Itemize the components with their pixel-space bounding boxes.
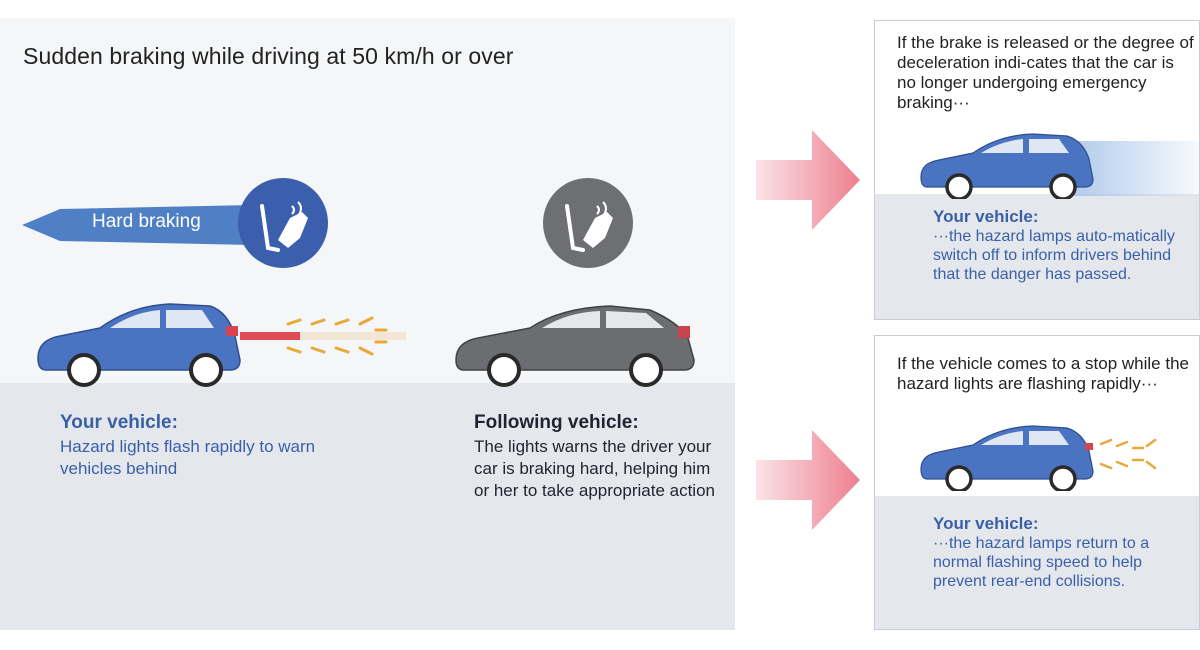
panel-vehicle-title: Your vehicle: <box>933 207 1039 226</box>
car-icon <box>30 298 250 388</box>
your-vehicle-text: Hazard lights flash rapidly to warn vehicles behind <box>60 437 316 478</box>
arrow-right-icon <box>756 430 866 530</box>
panel-condition: If the brake is released or the degree of deceleration indi-cates that the car is no longer undergoing emergency braking··· <box>897 33 1194 112</box>
brake-pedal-icon <box>238 178 328 268</box>
panel-vehicle-title: Your vehicle: <box>933 514 1039 533</box>
following-vehicle-text: The lights warns the driver your car is braking hard, helping him or her to take appropriate action <box>474 437 715 500</box>
result-panel-released <box>874 20 1200 320</box>
car-icon <box>915 129 1105 199</box>
hazard-flash-icon <box>1097 436 1157 476</box>
panel-vehicle-text: ···the hazard lamps return to a normal flashing speed to help prevent rear-end collisions. <box>933 535 1150 590</box>
following-vehicle-title: Following vehicle: <box>474 412 639 433</box>
hard-braking-label: Hard braking <box>92 211 201 232</box>
arrow-right-icon <box>756 130 866 230</box>
brake-pedal-icon <box>543 178 633 268</box>
panel-condition: If the vehicle comes to a stop while the hazard lights are flashing rapidly··· <box>897 354 1189 393</box>
car-icon <box>450 298 700 388</box>
car-icon <box>915 421 1105 491</box>
panel-vehicle-text: ···the hazard lamps auto-matically switch off to inform drivers behind that the danger has passed. <box>933 228 1175 283</box>
result-panel-stopped <box>874 335 1200 630</box>
page-title: Sudden braking while driving at 50 km/h or over <box>23 43 514 69</box>
your-vehicle-title: Your vehicle: <box>60 412 178 433</box>
hazard-flash-icon <box>240 316 410 366</box>
